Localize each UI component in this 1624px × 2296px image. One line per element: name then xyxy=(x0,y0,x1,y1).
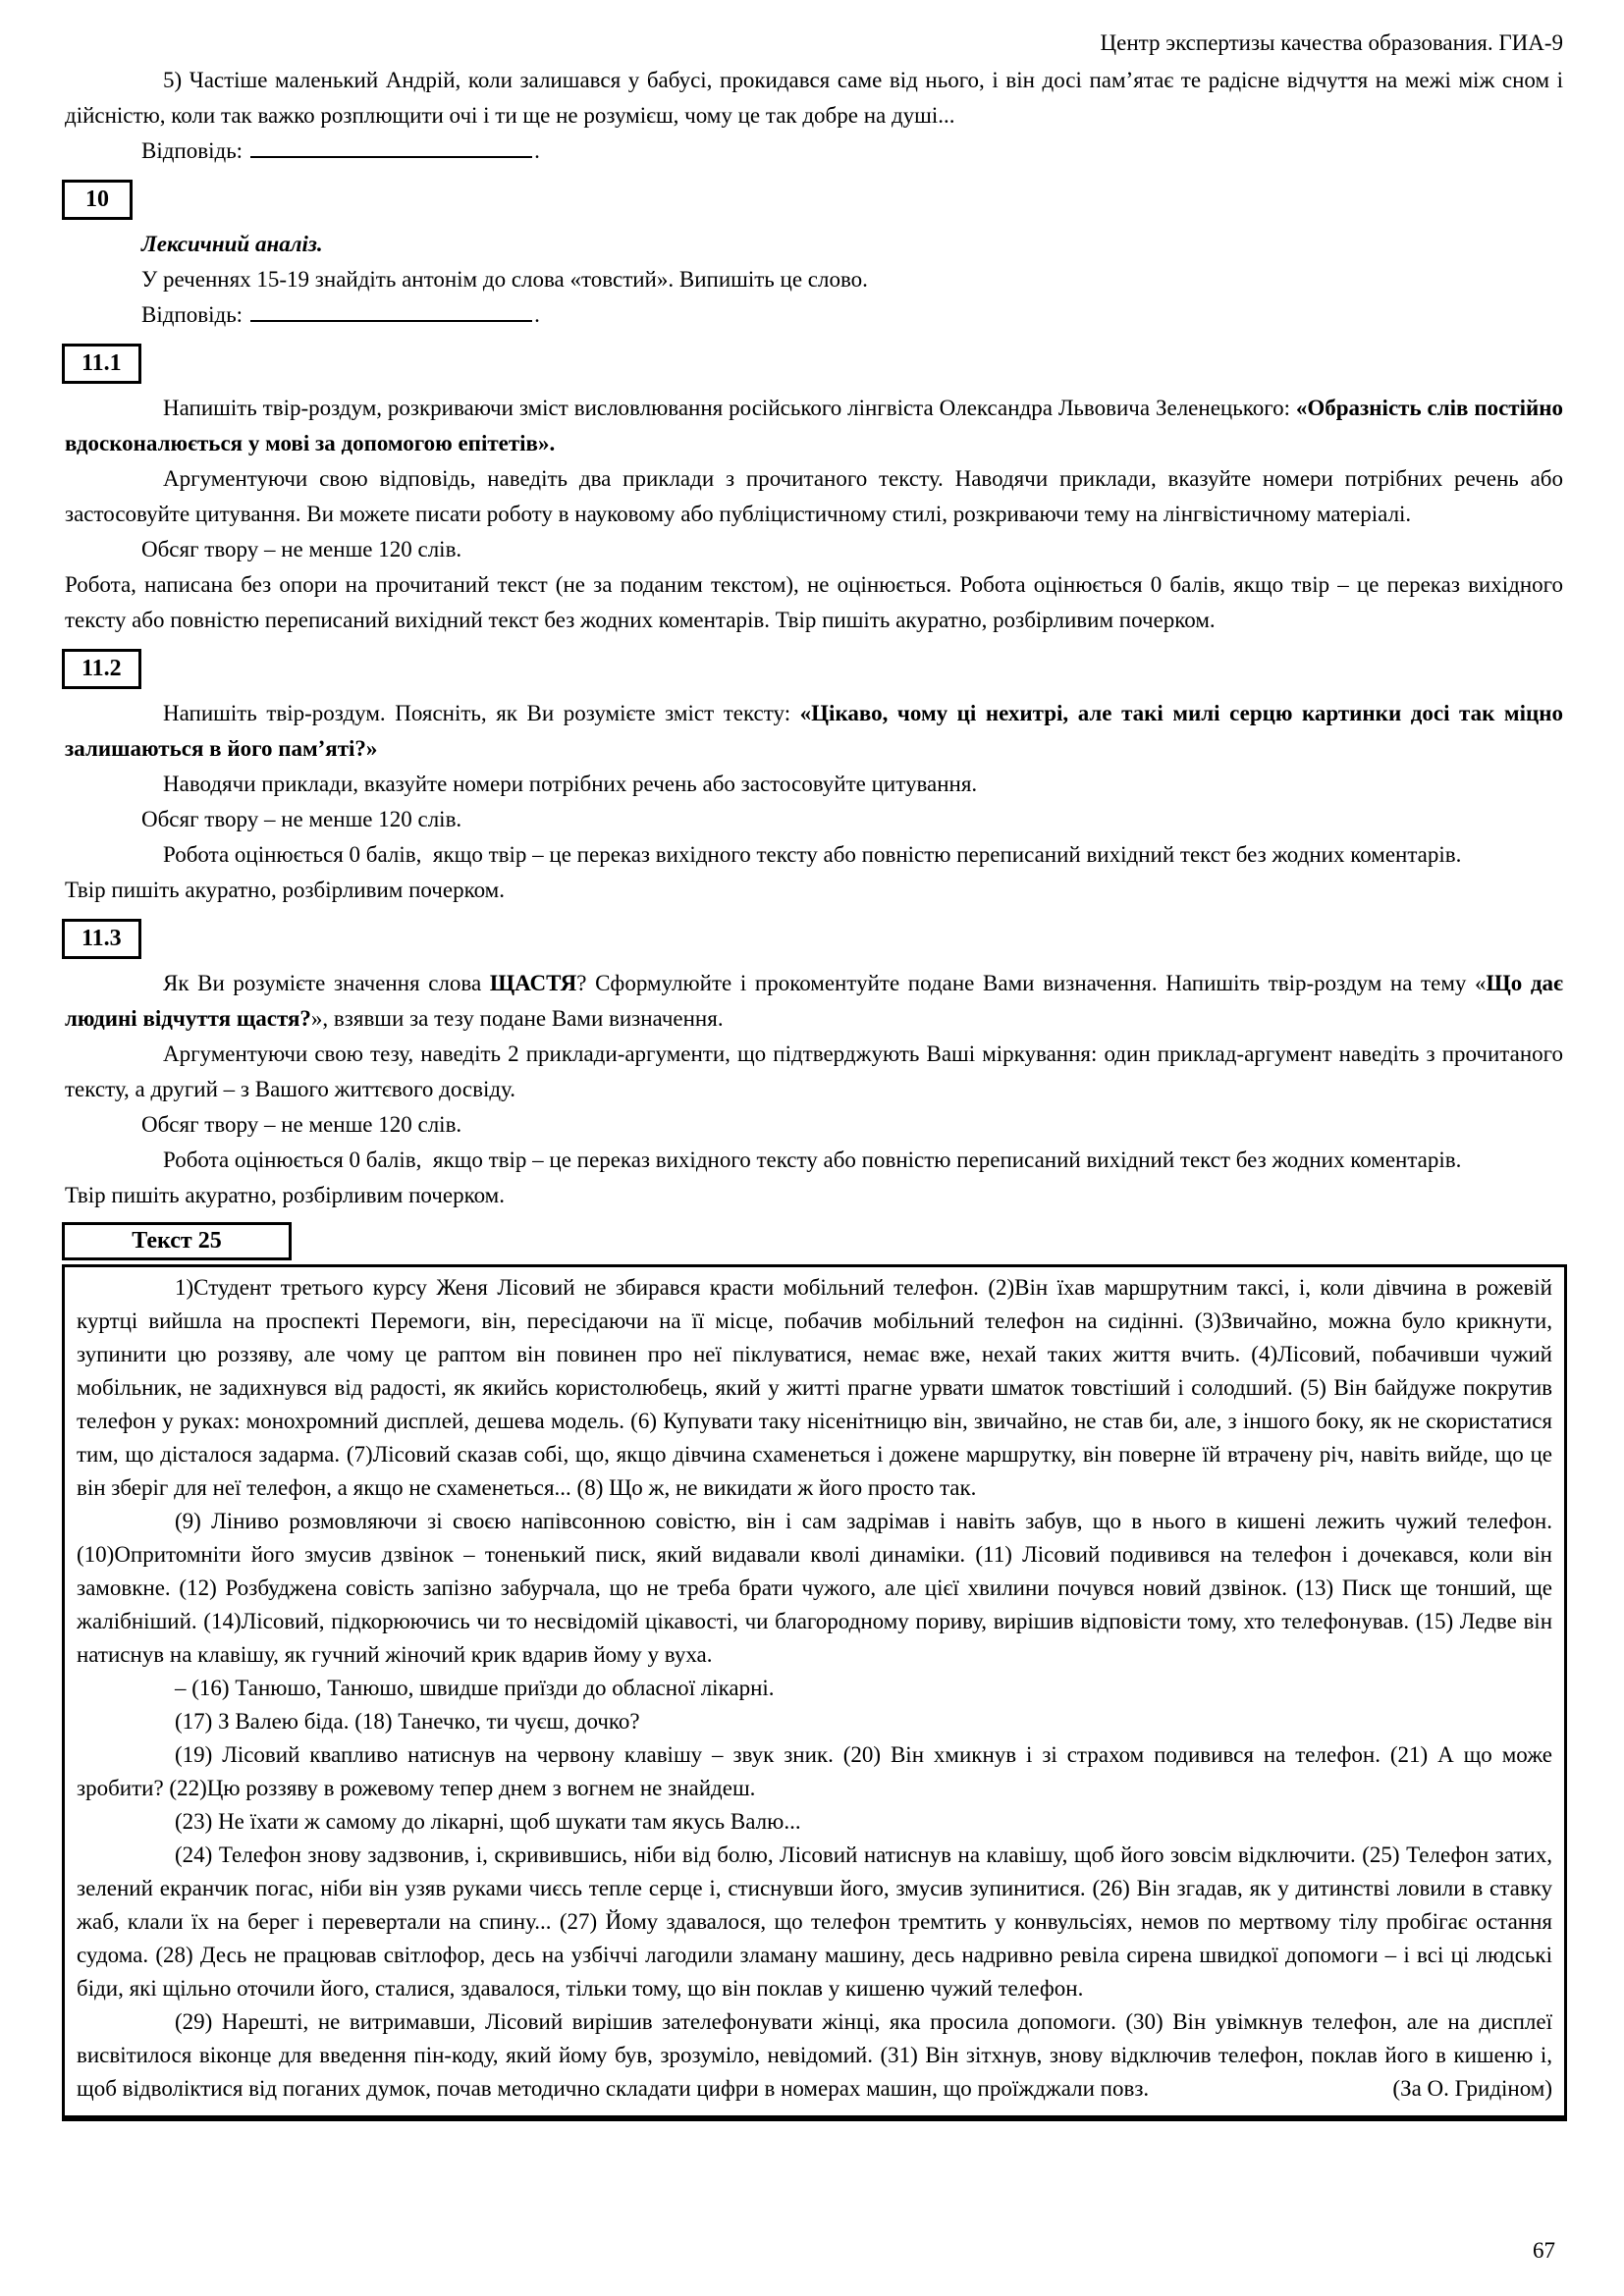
task-number-box-11-2: 11.2 xyxy=(62,649,141,689)
keyword-happiness: ЩАСТЯ xyxy=(489,971,577,995)
quoted-topic: «Цікаво, чому ці нехитрі, але такі милі серцю картинки досі так міцно залишаються в його пам’яті?» xyxy=(65,701,1563,761)
task-11-3-neat: Твір пишіть акуратно, розбірливим почерком. xyxy=(65,1183,505,1207)
attribution: (За О. Гридіном) xyxy=(1392,2076,1552,2101)
task-10-instruction: У реченнях 15-19 знайдіть антонім до слова «товстий». Випишіть це слово. xyxy=(141,267,868,292)
task-11-2-row xyxy=(65,638,1563,696)
text25-label: Текст 25 xyxy=(62,1222,292,1260)
task-11-2-rules: Робота оцінюється 0 балів, якщо твір – це переказ вихідного тексту або повністю переписаний вихідний текст без жодних коментарів. xyxy=(163,842,1462,867)
quoted-topic: Що дає людині відчуття щастя? xyxy=(65,971,1563,1031)
task-10-title xyxy=(65,227,1563,262)
quoted-topic: «Образність слів постійно вдосконалюється у мові за допомогою епітетів». xyxy=(65,396,1563,455)
text-paragraph-2: (9) Ліниво розмовляючи зі своєю напівсонною совістю, він і сам задрімав і навіть забув, що в нього в кишені лежить чужий телефон. (10)Опритомніти його змусив дзвінок – тоненький писк, який видавали кволі динаміки. (11) Лісовий подивився на телефон і дочекався, коли він замовкне. (12) Розбуджена совість запізно забурчала, що не треба брати чужого, але цієї хвилини почувся новий дзвінок. (13) Писк ще тонший, ще жалібніший. (14)Лісовий, підкорюючись чи то несвідомій цікавості, чи благородному пориву, вирішив відповісти тому, хто телефонував. (15) Ледве він натиснув на клавішу, як гучний жіночий крик вдарив йому у вуха. xyxy=(77,1509,1552,1667)
text-paragraph-1: 1)Студент третього курсу Женя Лісовий не збирався красти мобільний телефон. (2)Він їхав маршрутним таксі, і, коли дівчина в рожевій куртці вийшла на проспекті Перемоги, він, пересідаючи на її місце, побачив мобільний телефон на сидінні. (3)Звичайно, можна було крикнути, зупинити цю роззяву, але чому це раптом він повинен про неї піклуватися, немає вже, нехай таких життя вчить. (4)Лісовий, побачивши чужий мобільник, не задихнувся від радості, як якийсь користолюбець, який у житті прагне урвати шматок товстіший і солодший. (5) Він байдуже покрутив телефон у руках: монохромний дисплей, дешева модель. (6) Купувати таку нісенітницю він, звичайно, не став би, але, з іншого боку, як не скористатися тим, що дісталося задарма. (7)Лісовий сказав собі, що, якщо дівчина схаменеться і дожене маршрутку, він поверне їй втрачену річ, навіть вийде, що це він зберіг для неї телефон, а якщо не схаменеться... (8) Що ж, не викидати ж його просто так. xyxy=(77,1275,1552,1500)
paragraph-text: (29) Нарешті, не витримавши, Лісовий вирішив зателефонувати жінці, яка просила допомоги. (30) Він увімкнув телефон, але на дисплеї висвітилося віконце для введення пін-коду, який йому був, зрозуміло, невідомий. (31) Він зітхнув, знову відключив телефон, поклав його в кишеню і, щоб відволіктися від поганих думок, почав методично складати цифри в номерах машин, що проїжджали повз. xyxy=(77,2009,1552,2101)
answer-label: Відповідь: xyxy=(141,138,244,163)
intro-plain: Напишіть твір-роздум. Поясніть, як Ви розумієте зміст тексту: xyxy=(163,701,800,725)
text-paragraph-3: – (16) Танюшо, Танюшо, швидше приїзди до обласної лікарні. xyxy=(175,1676,775,1700)
document-header: Центр экспертизы качества образования. ГИА-9 xyxy=(1100,30,1563,55)
task-11-1-rules: Робота, написана без опори на прочитаний текст (не за поданим текстом), не оцінюється. Робота оцінюється 0 балів, якщо твір – це переказ вихідного тексту або повністю переписаний вихідний текст без жодних коментарів. Твір пишіть акуратно, розбірливим почерком. xyxy=(65,572,1563,632)
answer-blank xyxy=(250,133,532,158)
task-number-box-11-1: 11.1 xyxy=(62,344,141,384)
task-11-2-volume: Обсяг твору – не менше 120 слів. xyxy=(141,807,462,831)
task-11-3-intro xyxy=(65,966,1563,1037)
task-10-row xyxy=(65,169,1563,227)
text-25-label-row xyxy=(65,1213,1563,1264)
task-11-3-rules: Робота оцінюється 0 балів, якщо твір – це переказ вихідного тексту або повністю переписаний вихідний текст без жодних коментарів. xyxy=(163,1148,1462,1172)
answer-suffix: . xyxy=(534,302,540,327)
task-11-3-row xyxy=(65,908,1563,966)
answer-blank xyxy=(250,297,532,322)
intro-plain: », взявши за тезу подане Вами визначення. xyxy=(310,1006,724,1031)
text-paragraph-4: (17) З Валею біда. (18) Танечко, ти чуєш, дочко? xyxy=(175,1709,640,1734)
answer-line-10 xyxy=(65,297,1563,333)
task-11-1-volume: Обсяг твору – не менше 120 слів. xyxy=(141,537,462,561)
text-paragraph-7: (24) Телефон знову задзвонив, і, скривившись, ніби від болю, Лісовий натиснув на клавішу, щоб його зовсім відключити. (25) Телефон затих, зелений екранчик погас, ніби він узяв руками чиєсь тепле серце і, стиснувши його, змусив зупинитися. (26) Він згадав, як у дитинстві ловили в ставку жаб, клали їх на берег і перевертали на спину... (27) Йому здавалося, що телефон тремтить у конвульсіях, немов по мертвому тілу пробігає остання судома. (28) Десь не працював світлофор, десь на узбіччі лагодили зламану машину, десь надривно ревіла сирена швидкої допомоги – і всі ці людські біди, які щільно оточили його, сталися, здавалося, тільки тому, що він поклав у кишеню чужий телефон. xyxy=(77,1842,1552,2001)
task-11-1-arguments: Аргументуючи свою відповідь, наведіть два приклади з прочитаного тексту. Наводячи приклади, вказуйте номери потрібних речень або застосовуйте цитування. Ви можете писати роботу в науковому або публіцистичному стилі, розкриваючи тему на лінгвістичному матеріалі. xyxy=(65,466,1563,526)
task-11-3-volume: Обсяг твору – не менше 120 слів. xyxy=(141,1112,462,1137)
task-11-1-intro xyxy=(65,391,1563,461)
task-11-2-neat: Твір пишіть акуратно, розбірливим почерком. xyxy=(65,878,505,902)
intro-plain: Як Ви розумієте значення слова xyxy=(163,971,490,995)
answer-label: Відповідь: xyxy=(141,302,244,327)
sentence-5-paragraph: 5) Частіше маленький Андрій, коли залишався у бабусі, прокидався саме від нього, і він досі пам’ятає те радісне відчуття на межі між сном і дійсністю, коли так важко розплющити очі і ти ще не розумієш, чому це так добре на душі... xyxy=(65,68,1563,128)
task-11-2-examples: Наводячи приклади, вказуйте номери потрібних речень або застосовуйте цитування. xyxy=(163,772,978,796)
intro-plain: Напишіть твір-роздум, розкриваючи зміст висловлювання російського лінгвіста Олександра Львовича Зеленецького: xyxy=(163,396,1296,420)
answer-line-9 xyxy=(65,133,1563,169)
intro-plain: ? Сформулюйте і прокоментуйте подане Вами визначення. Напишіть твір-роздум на тему « xyxy=(576,971,1487,995)
task-number-box-11-3: 11.3 xyxy=(62,919,141,959)
text-paragraph-5: (19) Лісовий квапливо натиснув на червону клавішу – звук зник. (20) Він хмикнув і зі страхом подивився на телефон. (21) А що може зробити? (22)Цю роззяву в рожевому тепер днем з вогнем не знайдеш. xyxy=(77,1742,1552,1800)
task-number-box-10: 10 xyxy=(62,180,133,220)
task-11-2-intro xyxy=(65,696,1563,767)
page-number: 67 xyxy=(1533,2238,1555,2263)
text-paragraph-6: (23) Не їхати ж самому до лікарні, щоб шукати там якусь Валю... xyxy=(175,1809,801,1834)
text25-box xyxy=(62,1264,1567,2121)
task-11-1-row xyxy=(65,333,1563,391)
lexical-analysis-title: Лексичний аналіз. xyxy=(141,232,323,256)
answer-suffix: . xyxy=(534,138,540,163)
task-11-3-arguments: Аргументуючи свою тезу, наведіть 2 приклади-аргументи, що підтверджують Ваші міркування: один приклад-аргумент наведіть з прочитаного тексту, а другий – з Вашого життєвого досвіду. xyxy=(65,1041,1563,1101)
text-paragraph-8 xyxy=(77,2005,1552,2106)
